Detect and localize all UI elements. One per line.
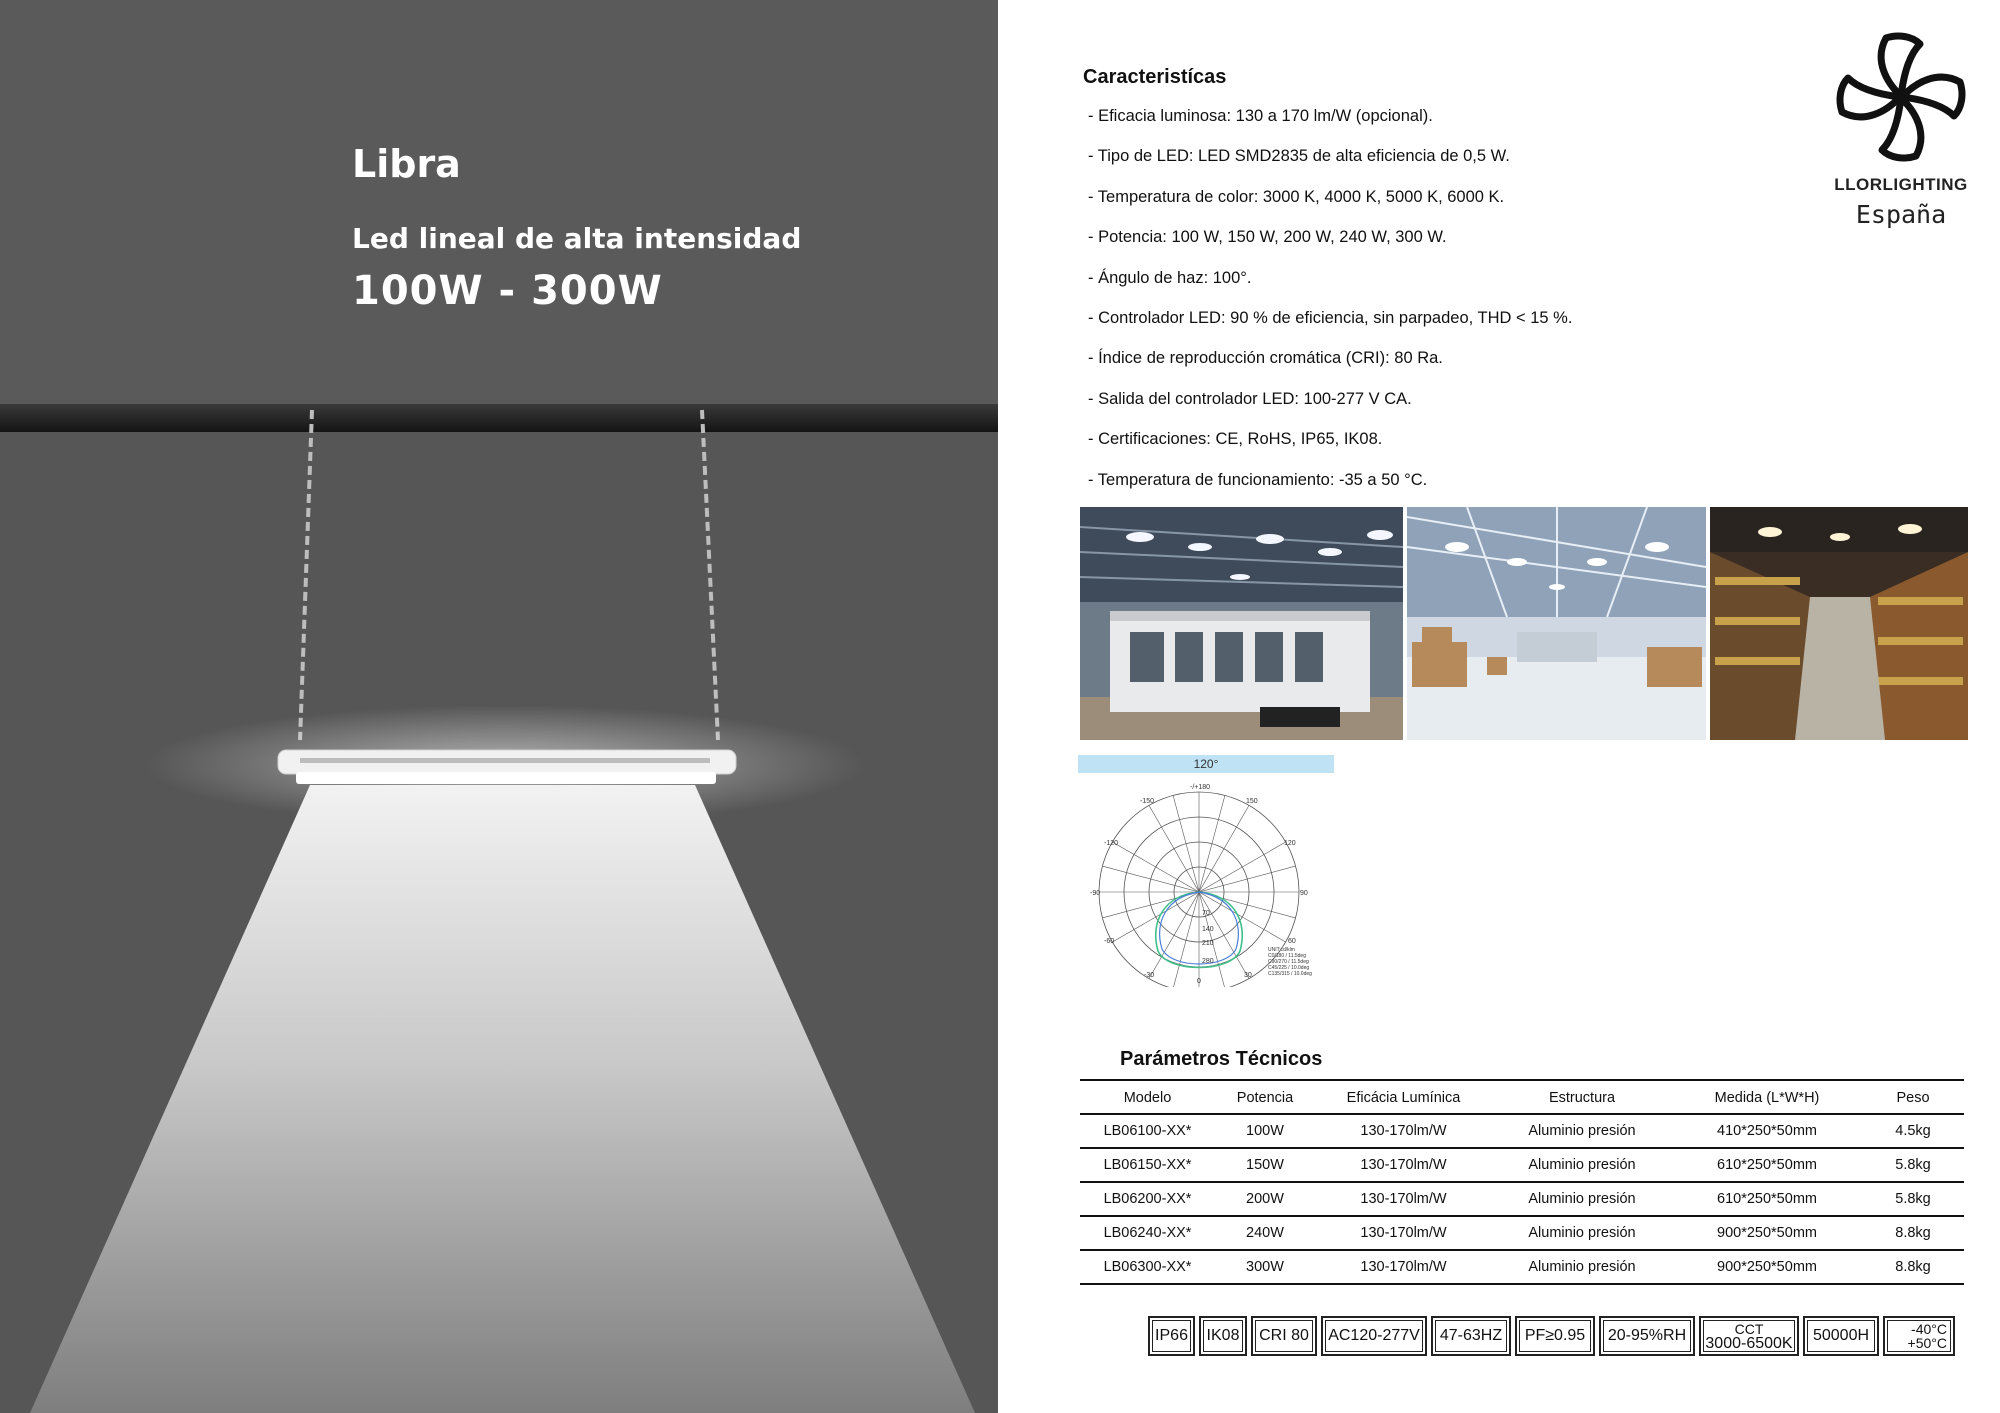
features-list	[1088, 104, 1572, 508]
table-cell: 610*250*50mm	[1717, 1157, 1817, 1173]
badge-lifetime: 50000H	[1803, 1316, 1879, 1356]
table-header-cell: Eficácia Lumínica	[1346, 1090, 1461, 1106]
hero-panel	[0, 0, 998, 1413]
table-cell: 130-170lm/W	[1360, 1157, 1447, 1173]
feature-item: - Temperatura de funcionamiento: -35 a 50 °C.	[1088, 470, 1428, 489]
badge-temp-high: +50°C	[1907, 1335, 1947, 1351]
polar-angle-label: -120	[1104, 840, 1119, 847]
badge-humidity: 20-95%RH	[1599, 1316, 1695, 1356]
table-cell: Aluminio presión	[1528, 1157, 1636, 1173]
application-photo-supermarket	[1710, 507, 1968, 740]
polar-top-label: -/+180	[1190, 784, 1211, 791]
badge-cct-label: CCT	[1734, 1320, 1764, 1337]
table-header-cell: Modelo	[1123, 1090, 1172, 1106]
table-cell: LB06200-XX*	[1103, 1191, 1192, 1207]
badge-voltage: AC120-277V	[1321, 1316, 1427, 1356]
features-title: Caracteristícas	[1083, 66, 1227, 88]
table-cell: LB06150-XX*	[1103, 1157, 1192, 1173]
table-cell: 130-170lm/W	[1360, 1191, 1447, 1207]
brand-name: LLORLIGHTING	[1834, 175, 1968, 194]
table-row	[1080, 1250, 1964, 1284]
table-header-cell: Medida (L*W*H)	[1714, 1090, 1820, 1106]
badge-power-factor: PF≥0.95	[1515, 1316, 1595, 1356]
table-header-cell: Potencia	[1236, 1090, 1294, 1106]
spec-badges	[1148, 1316, 1955, 1356]
polar-angle-label: 60	[1288, 938, 1296, 945]
table-cell: 610*250*50mm	[1717, 1191, 1817, 1207]
table-cell: 5.8kg	[1895, 1191, 1931, 1207]
right-chain	[702, 410, 718, 740]
polar-ring-label: 280	[1202, 958, 1214, 965]
product-power-range: 100W - 300W	[352, 268, 663, 314]
lamp-diffuser	[296, 772, 716, 784]
table-row	[1080, 1182, 1964, 1216]
table-cell: LB06300-XX*	[1103, 1259, 1192, 1275]
table-cell: 130-170lm/W	[1360, 1123, 1447, 1139]
light-beam	[30, 785, 975, 1413]
feature-item: - Eficacia luminosa: 130 a 170 lm/W (opcional).	[1088, 107, 1433, 125]
polar-angle-label: 150	[1246, 798, 1258, 805]
feature-item: - Salida del controlador LED: 100-277 V CA.	[1088, 389, 1412, 408]
polar-angle-label: 0	[1197, 978, 1201, 985]
polar-angle-label: -90	[1090, 890, 1101, 897]
polar-legend-item: UNIT:cd/klm	[1268, 947, 1295, 953]
feature-item: - Índice de reproducción cromática (CRI): 80 Ra.	[1088, 349, 1443, 368]
feature-item: - Ángulo de haz: 100°.	[1088, 268, 1252, 287]
table-cell: Aluminio presión	[1528, 1123, 1636, 1139]
table-cell: 100W	[1246, 1123, 1284, 1139]
brand-logo-icon	[1834, 30, 1968, 164]
table-cell: Aluminio presión	[1528, 1191, 1636, 1207]
polar-ring-label: 70	[1202, 910, 1210, 917]
badge-cct	[1699, 1316, 1799, 1356]
lamp-illustration	[0, 400, 998, 1413]
table-cell: 300W	[1246, 1259, 1284, 1275]
badge-ip-rating: IP66	[1148, 1316, 1195, 1356]
badge-frequency: 47-63HZ	[1431, 1316, 1511, 1356]
table-row	[1080, 1216, 1964, 1250]
polar-ring-label: 140	[1202, 926, 1214, 933]
application-photo-warehouse	[1407, 507, 1706, 740]
feature-item: - Potencia: 100 W, 150 W, 200 W, 240 W, 300 W.	[1088, 228, 1447, 247]
hero-backdrop	[0, 0, 998, 405]
params-title: Parámetros Técnicos	[1120, 1048, 1323, 1070]
table-cell: LB06240-XX*	[1103, 1225, 1192, 1241]
brand-country: España	[1855, 200, 1947, 229]
polar-angle-label: 90	[1300, 890, 1308, 897]
product-subtitle: Led lineal de alta intensidad	[352, 222, 802, 255]
table-cell: 240W	[1246, 1225, 1284, 1241]
polar-angle-label: -150	[1140, 798, 1155, 805]
table-header-row	[1080, 1080, 1964, 1114]
feature-item: - Temperatura de color: 3000 K, 4000 K, 5000 K, 6000 K.	[1088, 187, 1505, 206]
table-cell: 200W	[1246, 1191, 1284, 1207]
feature-item: - Controlador LED: 90 % de eficiencia, sin parpadeo, THD < 15 %.	[1088, 308, 1573, 327]
table-header-cell: Estructura	[1548, 1090, 1616, 1106]
table-cell: 130-170lm/W	[1360, 1259, 1447, 1275]
table-cell: 150W	[1246, 1157, 1284, 1173]
table-cell: 5.8kg	[1895, 1157, 1931, 1173]
lamp-led-strip	[300, 758, 710, 763]
table-row	[1080, 1114, 1964, 1148]
table-cell: Aluminio presión	[1528, 1259, 1636, 1275]
badge-cct-value: 3000-6500K	[1705, 1334, 1793, 1352]
ceiling-rail	[0, 404, 998, 432]
left-chain	[300, 410, 312, 740]
polar-ring-label: 210	[1202, 940, 1214, 947]
table-row	[1080, 1148, 1964, 1182]
badge-operating-temperature	[1883, 1316, 1955, 1356]
product-name: Libra	[352, 142, 461, 186]
table-cell: LB06100-XX*	[1103, 1123, 1192, 1139]
table-cell: 8.8kg	[1895, 1225, 1931, 1241]
table-cell: 900*250*50mm	[1717, 1259, 1817, 1275]
table-cell: 410*250*50mm	[1717, 1123, 1817, 1139]
polar-angle-label: 120	[1284, 840, 1296, 847]
polar-legend-item: C45/225 / 10.0deg	[1268, 965, 1310, 971]
feature-item: - Tipo de LED: LED SMD2835 de alta eficiencia de 0,5 W.	[1088, 147, 1510, 166]
polar-angle-label: 30	[1244, 972, 1252, 979]
polar-legend-item: C90/270 / 11.5deg	[1268, 959, 1309, 965]
feature-item: - Certificaciones: CE, RoHS, IP65, IK08.	[1088, 430, 1383, 449]
table-header-cell: Peso	[1896, 1090, 1930, 1106]
table-cell: 900*250*50mm	[1717, 1225, 1817, 1241]
polar-legend-item: C0/180 / 11.5deg	[1268, 953, 1306, 959]
table-cell: 4.5kg	[1895, 1123, 1931, 1139]
polar-angle-label: -60	[1104, 938, 1115, 945]
table-cell: Aluminio presión	[1528, 1225, 1636, 1241]
polar-header: 120°	[1078, 755, 1334, 773]
badge-cri: CRI 80	[1251, 1316, 1317, 1356]
badge-ik-rating: IK08	[1199, 1316, 1247, 1356]
application-photo-industrial-office	[1080, 507, 1403, 740]
params-table	[1080, 1079, 1964, 1285]
polar-angle-label: -30	[1144, 972, 1155, 979]
badge-temp-low: -40°C	[1911, 1321, 1947, 1337]
brand-logo	[1826, 30, 1976, 240]
polar-distribution-diagram	[1078, 755, 1334, 987]
table-cell: 8.8kg	[1895, 1259, 1931, 1275]
polar-legend-item: C135/315 / 10.0deg	[1268, 971, 1312, 977]
table-cell: 130-170lm/W	[1360, 1225, 1447, 1241]
